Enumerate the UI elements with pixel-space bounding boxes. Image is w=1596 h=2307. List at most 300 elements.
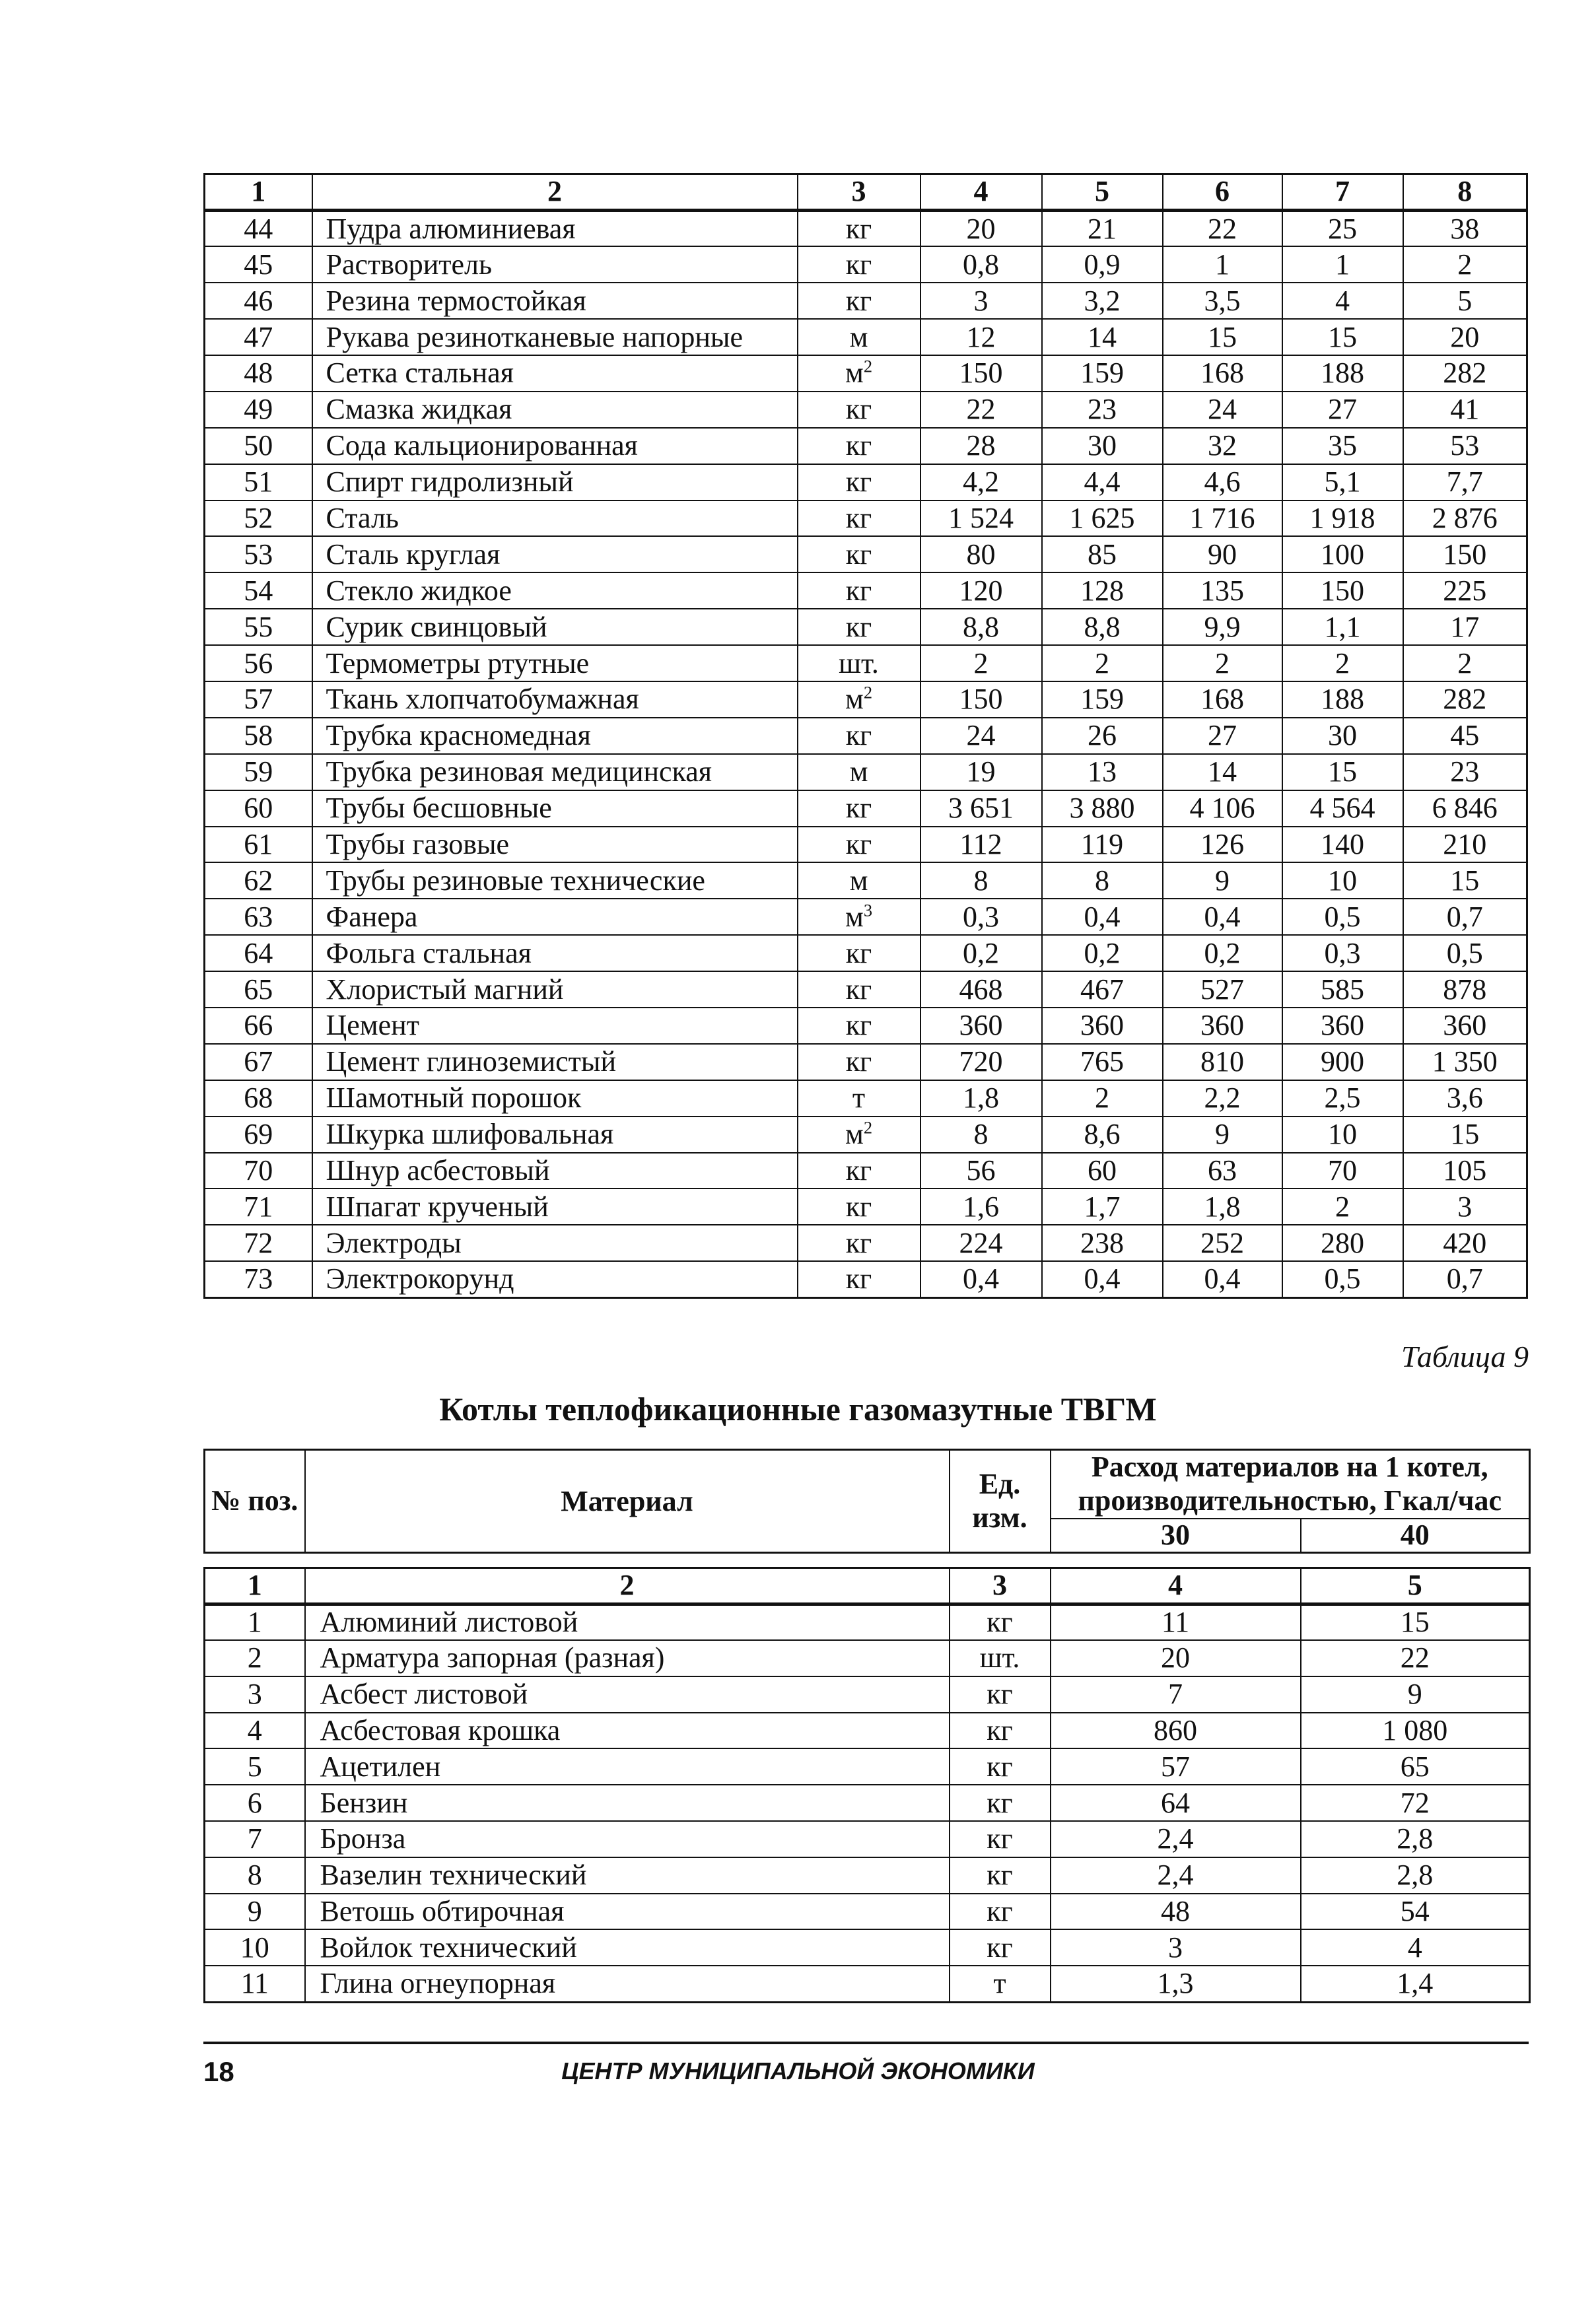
value-cell: 3,5 — [1163, 283, 1282, 319]
value-cell: 878 — [1403, 971, 1527, 1008]
value-cell: 4 564 — [1282, 790, 1403, 827]
value-cell: 1 716 — [1163, 500, 1282, 537]
value-cell: 2 876 — [1403, 500, 1527, 537]
value-cell: 467 — [1042, 971, 1163, 1008]
value-cell: 112 — [920, 827, 1042, 863]
value-cell: 13 — [1042, 754, 1163, 790]
unit-cell: т — [950, 1966, 1051, 2002]
value-cell: 8,8 — [920, 609, 1042, 645]
row-number-cell: 8 — [205, 1857, 305, 1894]
row-number-cell: 72 — [205, 1225, 312, 1261]
value-cell: 4 106 — [1163, 790, 1282, 827]
row-number-cell: 53 — [205, 536, 312, 572]
row-number-cell: 46 — [205, 283, 312, 319]
value-cell: 2 — [1042, 645, 1163, 681]
unit-cell: шт. — [798, 645, 920, 681]
row-number-cell: 1 — [205, 1604, 305, 1640]
value-cell: 32 — [1163, 428, 1282, 464]
table-row — [205, 355, 1527, 392]
unit-cell: кг — [798, 283, 920, 319]
unit-cell: кг — [798, 718, 920, 754]
column-number-cell: 4 — [1051, 1568, 1301, 1604]
material-name-cell: Стекло жидкое — [312, 572, 798, 609]
value-cell: 188 — [1282, 355, 1403, 392]
column-number-cell: 1 — [205, 174, 312, 211]
table-row — [205, 862, 1527, 899]
unit-cell: кг — [798, 464, 920, 500]
material-name-cell: Растворитель — [312, 246, 798, 283]
value-cell: 0,4 — [1042, 1261, 1163, 1297]
value-cell: 1 918 — [1282, 500, 1403, 537]
material-name-cell: Фанера — [312, 899, 798, 935]
value-cell: 8 — [1042, 862, 1163, 899]
value-cell: 56 — [920, 1153, 1042, 1189]
material-name-cell: Шпагат крученый — [312, 1188, 798, 1225]
value-cell: 4,2 — [920, 464, 1042, 500]
value-cell: 8 — [920, 862, 1042, 899]
value-cell: 527 — [1163, 971, 1282, 1008]
unit-cell: $м^3$ — [798, 899, 920, 935]
value-cell: 6 846 — [1403, 790, 1527, 827]
row-number-cell: 55 — [205, 609, 312, 645]
value-cell: 210 — [1403, 827, 1527, 863]
table-row — [205, 899, 1527, 935]
value-cell: 159 — [1042, 681, 1163, 718]
header-capacity-40: 40 — [1301, 1519, 1530, 1553]
column-number-row — [205, 174, 1527, 211]
material-name-cell: Термометры ртутные — [312, 645, 798, 681]
value-cell: 282 — [1403, 355, 1527, 392]
material-name-cell: Арматура запорная (разная) — [305, 1640, 950, 1676]
value-cell: 70 — [1282, 1153, 1403, 1189]
row-number-cell: 5 — [205, 1748, 305, 1785]
value-cell: 24 — [1163, 392, 1282, 428]
value-cell: 8 — [920, 1117, 1042, 1153]
value-cell: 20 — [920, 210, 1042, 246]
material-name-cell: Трубы бесшовные — [312, 790, 798, 827]
page-number: 18 — [203, 2056, 234, 2087]
material-name-cell: Трубка красномедная — [312, 718, 798, 754]
row-number-cell: 68 — [205, 1080, 312, 1117]
table-row — [205, 392, 1527, 428]
value-cell: 25 — [1282, 210, 1403, 246]
column-number-cell: 2 — [305, 1568, 950, 1604]
material-name-cell: Шамотный порошок — [312, 1080, 798, 1117]
table-row — [205, 1225, 1527, 1261]
column-number-cell: 5 — [1042, 174, 1163, 211]
material-name-cell: Фольга стальная — [312, 935, 798, 971]
value-cell: 9 — [1163, 862, 1282, 899]
column-number-cell: 3 — [798, 174, 920, 211]
table-row — [205, 283, 1527, 319]
value-cell: 2,4 — [1051, 1857, 1301, 1894]
value-cell: 28 — [920, 428, 1042, 464]
value-cell: 128 — [1042, 572, 1163, 609]
value-cell: 24 — [920, 718, 1042, 754]
row-number-cell: 44 — [205, 210, 312, 246]
unit-cell: кг — [950, 1748, 1051, 1785]
table-row — [205, 246, 1527, 283]
table-row — [205, 754, 1527, 790]
value-cell: 2 — [920, 645, 1042, 681]
row-number-cell: 9 — [205, 1894, 305, 1930]
material-name-cell: Асбестовая крошка — [305, 1713, 950, 1749]
unit-cell: шт. — [950, 1640, 1051, 1676]
column-number-cell: 4 — [920, 174, 1042, 211]
value-cell: 282 — [1403, 681, 1527, 718]
table-row — [205, 1640, 1530, 1676]
material-name-cell: Войлок технический — [305, 1929, 950, 1966]
row-number-cell: 64 — [205, 935, 312, 971]
value-cell: 23 — [1042, 392, 1163, 428]
value-cell: 22 — [920, 392, 1042, 428]
unit-cell: кг — [798, 827, 920, 863]
table-row — [205, 1857, 1530, 1894]
value-cell: 14 — [1163, 754, 1282, 790]
value-cell: 1,4 — [1301, 1966, 1530, 2002]
value-cell: 23 — [1403, 754, 1527, 790]
value-cell: 27 — [1163, 718, 1282, 754]
table-row — [205, 1821, 1530, 1857]
value-cell: 1 — [1282, 246, 1403, 283]
value-cell: 3,6 — [1403, 1080, 1527, 1117]
value-cell: 4,6 — [1163, 464, 1282, 500]
table-row — [205, 1080, 1527, 1117]
value-cell: 900 — [1282, 1044, 1403, 1080]
unit-cell: кг — [798, 572, 920, 609]
column-number-cell: 5 — [1301, 1568, 1530, 1604]
header-material: Материал — [305, 1450, 950, 1553]
table-row — [205, 971, 1527, 1008]
row-number-cell: 54 — [205, 572, 312, 609]
unit-cell: кг — [798, 246, 920, 283]
unit-cell: кг — [798, 392, 920, 428]
table-row — [205, 1713, 1530, 1749]
row-number-cell: 45 — [205, 246, 312, 283]
value-cell: 7,7 — [1403, 464, 1527, 500]
value-cell: 0,2 — [1042, 935, 1163, 971]
material-name-cell: Ткань хлопчатобумажная — [312, 681, 798, 718]
table-row — [205, 536, 1527, 572]
row-number-cell: 47 — [205, 319, 312, 355]
column-number-cell: 1 — [205, 1568, 305, 1604]
value-cell: 1,8 — [1163, 1188, 1282, 1225]
value-cell: 150 — [920, 355, 1042, 392]
unit-cell: м — [798, 862, 920, 899]
value-cell: 0,4 — [920, 1261, 1042, 1297]
column-number-cell: 2 — [312, 174, 798, 211]
value-cell: 2 — [1163, 645, 1282, 681]
header-pos: № поз. — [205, 1450, 305, 1553]
material-name-cell: Рукава резинотканевые напорные — [312, 319, 798, 355]
table-row — [205, 1929, 1530, 1966]
row-number-cell: 50 — [205, 428, 312, 464]
value-cell: 0,9 — [1042, 246, 1163, 283]
value-cell: 2 — [1403, 645, 1527, 681]
value-cell: 21 — [1042, 210, 1163, 246]
value-cell: 468 — [920, 971, 1042, 1008]
unit-cell: кг — [798, 536, 920, 572]
value-cell: 0,2 — [1163, 935, 1282, 971]
material-name-cell: Глина огнеупорная — [305, 1966, 950, 2002]
unit-cell: $м^2$ — [798, 681, 920, 718]
value-cell: 2,5 — [1282, 1080, 1403, 1117]
material-name-cell: Трубка резиновая медицинская — [312, 754, 798, 790]
value-cell: 0,7 — [1403, 899, 1527, 935]
material-name-cell: Вазелин технический — [305, 1857, 950, 1894]
value-cell: 2 — [1042, 1080, 1163, 1117]
value-cell: 150 — [1403, 536, 1527, 572]
value-cell: 14 — [1042, 319, 1163, 355]
unit-cell: кг — [950, 1604, 1051, 1640]
material-name-cell: Алюминий листовой — [305, 1604, 950, 1640]
row-number-cell: 71 — [205, 1188, 312, 1225]
row-number-cell: 7 — [205, 1821, 305, 1857]
value-cell: 15 — [1163, 319, 1282, 355]
value-cell: 41 — [1403, 392, 1527, 428]
unit-cell: кг — [950, 1676, 1051, 1713]
unit-cell: кг — [798, 1044, 920, 1080]
row-number-cell: 6 — [205, 1785, 305, 1821]
material-name-cell: Электрокорунд — [312, 1261, 798, 1297]
material-name-cell: Хлористый магний — [312, 971, 798, 1008]
material-name-cell: Спирт гидролизный — [312, 464, 798, 500]
value-cell: 17 — [1403, 609, 1527, 645]
value-cell: 420 — [1403, 1225, 1527, 1261]
material-name-cell: Цемент глиноземистый — [312, 1044, 798, 1080]
unit-cell: кг — [798, 428, 920, 464]
value-cell: 20 — [1403, 319, 1527, 355]
footer-rule — [203, 2042, 1529, 2044]
value-cell: 1 524 — [920, 500, 1042, 537]
value-cell: 1 625 — [1042, 500, 1163, 537]
value-cell: 11 — [1051, 1604, 1301, 1640]
material-name-cell: Смазка жидкая — [312, 392, 798, 428]
value-cell: 90 — [1163, 536, 1282, 572]
value-cell: 60 — [1042, 1153, 1163, 1189]
table-row — [205, 1676, 1530, 1713]
table-row — [205, 645, 1527, 681]
value-cell: 64 — [1051, 1785, 1301, 1821]
value-cell: 65 — [1301, 1748, 1530, 1785]
unit-cell: кг — [798, 790, 920, 827]
value-cell: 360 — [1282, 1008, 1403, 1044]
value-cell: 252 — [1163, 1225, 1282, 1261]
value-cell: 8,8 — [1042, 609, 1163, 645]
value-cell: 22 — [1301, 1640, 1530, 1676]
material-name-cell: Шнур асбестовый — [312, 1153, 798, 1189]
value-cell: 2,8 — [1301, 1821, 1530, 1857]
value-cell: 53 — [1403, 428, 1527, 464]
table-row — [205, 428, 1527, 464]
value-cell: 150 — [920, 681, 1042, 718]
table-row — [205, 500, 1527, 537]
value-cell: 225 — [1403, 572, 1527, 609]
value-cell: 9 — [1301, 1676, 1530, 1713]
column-number-cell: 3 — [950, 1568, 1051, 1604]
unit-cell: кг — [798, 1261, 920, 1297]
value-cell: 0,2 — [920, 935, 1042, 971]
value-cell: 45 — [1403, 718, 1527, 754]
value-cell: 168 — [1163, 681, 1282, 718]
materials-table-continued — [203, 173, 1528, 1299]
value-cell: 1,6 — [920, 1188, 1042, 1225]
material-name-cell: Резина термостойкая — [312, 283, 798, 319]
value-cell: 2 — [1282, 645, 1403, 681]
unit-cell: кг — [950, 1785, 1051, 1821]
value-cell: 30 — [1042, 428, 1163, 464]
material-name-cell: Сталь круглая — [312, 536, 798, 572]
column-number-row — [205, 1568, 1530, 1604]
row-number-cell: 11 — [205, 1966, 305, 2002]
unit-cell: кг — [950, 1894, 1051, 1930]
value-cell: 72 — [1301, 1785, 1530, 1821]
column-number-cell: 7 — [1282, 174, 1403, 211]
value-cell: 1,1 — [1282, 609, 1403, 645]
value-cell: 140 — [1282, 827, 1403, 863]
table-row — [205, 210, 1527, 246]
value-cell: 2,2 — [1163, 1080, 1282, 1117]
value-cell: 7 — [1051, 1676, 1301, 1713]
value-cell: 188 — [1282, 681, 1403, 718]
value-cell: 3 — [1051, 1929, 1301, 1966]
material-name-cell: Ацетилен — [305, 1748, 950, 1785]
value-cell: 0,8 — [920, 246, 1042, 283]
row-number-cell: 65 — [205, 971, 312, 1008]
value-cell: 10 — [1282, 1117, 1403, 1153]
unit-cell: кг — [950, 1929, 1051, 1966]
row-number-cell: 51 — [205, 464, 312, 500]
table-row — [205, 1117, 1527, 1153]
table-row — [205, 1894, 1530, 1930]
value-cell: 27 — [1282, 392, 1403, 428]
value-cell: 0,4 — [1042, 899, 1163, 935]
value-cell: 15 — [1282, 319, 1403, 355]
value-cell: 3 651 — [920, 790, 1042, 827]
value-cell: 4,4 — [1042, 464, 1163, 500]
table-row — [205, 1008, 1527, 1044]
publisher-footer: ЦЕНТР МУНИЦИПАЛЬНОЙ ЭКОНОМИКИ — [561, 2057, 1035, 2084]
value-cell: 159 — [1042, 355, 1163, 392]
value-cell: 860 — [1051, 1713, 1301, 1749]
unit-cell: кг — [950, 1821, 1051, 1857]
value-cell: 3 — [920, 283, 1042, 319]
value-cell: 150 — [1282, 572, 1403, 609]
value-cell: 4 — [1282, 283, 1403, 319]
table-row — [205, 464, 1527, 500]
value-cell: 20 — [1051, 1640, 1301, 1676]
value-cell: 57 — [1051, 1748, 1301, 1785]
unit-cell: $м^2$ — [798, 1117, 920, 1153]
table-row — [205, 827, 1527, 863]
row-number-cell: 3 — [205, 1676, 305, 1713]
value-cell: 720 — [920, 1044, 1042, 1080]
value-cell: 10 — [1282, 862, 1403, 899]
row-number-cell: 62 — [205, 862, 312, 899]
value-cell: 5 — [1403, 283, 1527, 319]
value-cell: 120 — [920, 572, 1042, 609]
table-row — [205, 935, 1527, 971]
value-cell: 3 — [1403, 1188, 1527, 1225]
unit-cell: кг — [798, 1153, 920, 1189]
unit-cell: кг — [798, 609, 920, 645]
table-row — [205, 1966, 1530, 2002]
value-cell: 38 — [1403, 210, 1527, 246]
column-number-cell: 8 — [1403, 174, 1527, 211]
value-cell: 0,5 — [1403, 935, 1527, 971]
unit-cell: кг — [798, 935, 920, 971]
value-cell: 85 — [1042, 536, 1163, 572]
value-cell: 238 — [1042, 1225, 1163, 1261]
value-cell: 8,6 — [1042, 1117, 1163, 1153]
value-cell: 35 — [1282, 428, 1403, 464]
value-cell: 2 — [1282, 1188, 1403, 1225]
value-cell: 585 — [1282, 971, 1403, 1008]
header-consumption: Расход материалов на 1 котел, производительностью, Гкал/час — [1051, 1450, 1530, 1519]
value-cell: 0,3 — [1282, 935, 1403, 971]
value-cell: 360 — [1042, 1008, 1163, 1044]
value-cell: 0,7 — [1403, 1261, 1527, 1297]
table-title: Котлы теплофикационные газомазутные ТВГМ — [439, 1391, 1157, 1428]
row-number-cell: 69 — [205, 1117, 312, 1153]
row-number-cell: 48 — [205, 355, 312, 392]
row-number-cell: 57 — [205, 681, 312, 718]
value-cell: 30 — [1282, 718, 1403, 754]
value-cell: 100 — [1282, 536, 1403, 572]
table-row — [205, 1153, 1527, 1189]
value-cell: 2 — [1403, 246, 1527, 283]
row-number-cell: 2 — [205, 1640, 305, 1676]
value-cell: 15 — [1282, 754, 1403, 790]
table-row — [205, 1604, 1530, 1640]
unit-cell: кг — [798, 1188, 920, 1225]
value-cell: 168 — [1163, 355, 1282, 392]
unit-cell: кг — [798, 210, 920, 246]
table-row — [205, 609, 1527, 645]
row-number-cell: 66 — [205, 1008, 312, 1044]
row-number-cell: 10 — [205, 1929, 305, 1966]
boiler-table-header — [203, 1449, 1531, 1554]
table-row — [205, 1188, 1527, 1225]
header-unit: Ед. изм. — [950, 1450, 1051, 1553]
table-row — [205, 319, 1527, 355]
value-cell: 135 — [1163, 572, 1282, 609]
value-cell: 12 — [920, 319, 1042, 355]
value-cell: 5,1 — [1282, 464, 1403, 500]
value-cell: 360 — [1403, 1008, 1527, 1044]
value-cell: 0,5 — [1282, 899, 1403, 935]
column-number-cell: 6 — [1163, 174, 1282, 211]
material-name-cell: Бензин — [305, 1785, 950, 1821]
table-row — [205, 1261, 1527, 1297]
unit-cell: $м^2$ — [798, 355, 920, 392]
row-number-cell: 58 — [205, 718, 312, 754]
table-row — [205, 572, 1527, 609]
value-cell: 0,4 — [1163, 899, 1282, 935]
value-cell: 765 — [1042, 1044, 1163, 1080]
value-cell: 3 880 — [1042, 790, 1163, 827]
value-cell: 0,3 — [920, 899, 1042, 935]
value-cell: 0,4 — [1163, 1261, 1282, 1297]
row-number-cell: 60 — [205, 790, 312, 827]
row-number-cell: 70 — [205, 1153, 312, 1189]
material-name-cell: Асбест листовой — [305, 1676, 950, 1713]
material-name-cell: Сетка стальная — [312, 355, 798, 392]
value-cell: 9,9 — [1163, 609, 1282, 645]
unit-cell: т — [798, 1080, 920, 1117]
table-row — [205, 790, 1527, 827]
material-name-cell: Ветошь обтирочная — [305, 1894, 950, 1930]
